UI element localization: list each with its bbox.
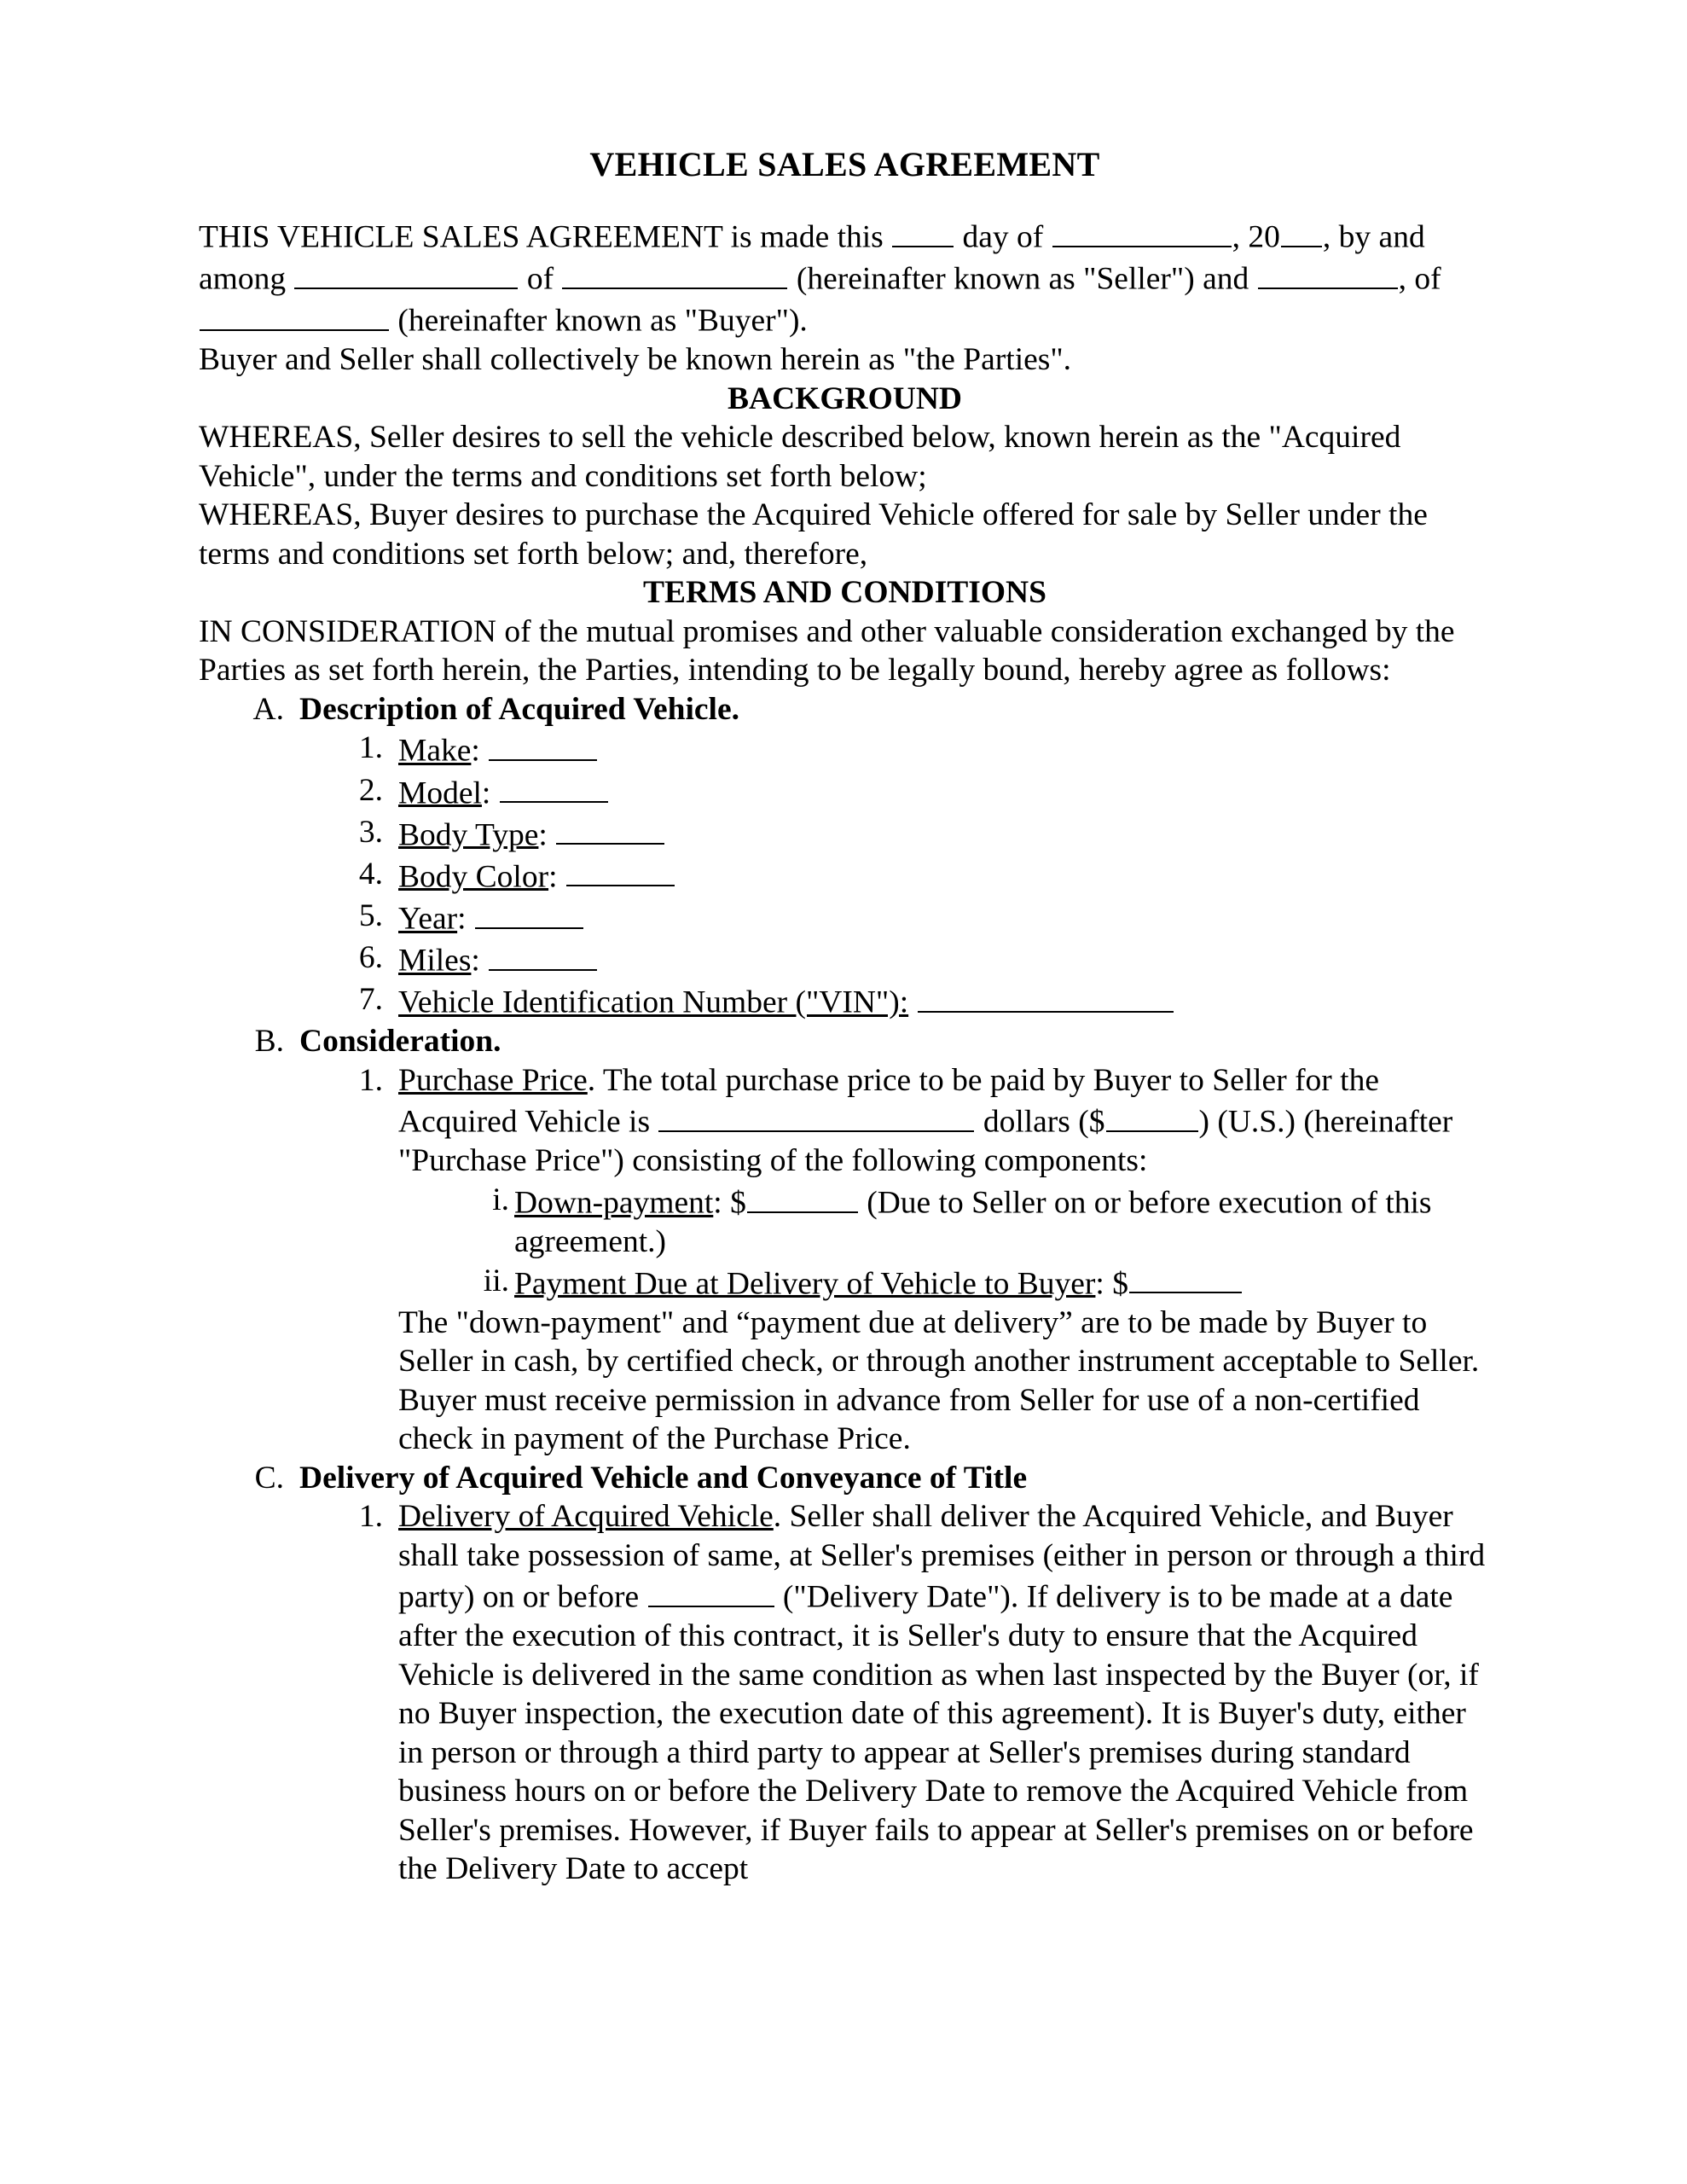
background-recital-2: WHEREAS, Buyer desires to purchase the Acquired Vehicle offered for sale by Seller under the terms and conditions set forth below; and, therefore, (199, 497, 1428, 572)
vin-blank[interactable] (918, 980, 1174, 1013)
make-blank[interactable] (489, 729, 597, 761)
vehicle-field-miles (347, 938, 1491, 980)
purchase-price-label: Purchase Price (398, 1062, 588, 1098)
field-sep: : (481, 775, 499, 811)
field-sep: : (538, 817, 556, 853)
field-label-year: Year (398, 901, 458, 937)
model-blank[interactable] (500, 771, 608, 804)
down-payment-amount-blank[interactable] (747, 1181, 858, 1213)
purchase-price-amount-blank[interactable] (1106, 1100, 1198, 1132)
section-list (199, 690, 1491, 1889)
down-payment-text-1: : $ (713, 1185, 746, 1221)
delivery-payment-amount-blank[interactable] (1129, 1262, 1242, 1294)
purchase-price-text-2: dollars ($ (975, 1104, 1105, 1140)
item-marker: 4. (358, 856, 383, 892)
intro-text-1: THIS VEHICLE SALES AGREEMENT is made this (199, 219, 892, 255)
day-blank[interactable] (892, 215, 954, 247)
field-label-model: Model (398, 775, 482, 811)
payment-method-paragraph: The "down-payment" and “payment due at delivery” are to be made by Buyer to Seller in cash, by certified check, or through another instrument acceptable to Seller. Buyer must receive permission in advance from Seller for use of a non-certified check in payment of the Purchase Price. (398, 1304, 1480, 1457)
purchase-price-words-blank[interactable] (658, 1100, 974, 1132)
section-b-marker: B. (254, 1024, 284, 1060)
field-label-body-type: Body Type (398, 817, 539, 853)
intro-text-5: of (519, 261, 562, 297)
background-recital-1: WHEREAS, Seller desires to sell the vehicle described below, known herein as the "Acquired Vehicle", under the terms and conditions set forth below; (199, 420, 1401, 494)
purchase-price-text-3: ) (U.S.) (hereinafter "Purchase Price") consisting of the following components: (398, 1104, 1453, 1179)
section-c (248, 1459, 1491, 1889)
section-a-title: Description of Acquired Vehicle. (299, 691, 739, 727)
vehicle-field-year (347, 897, 1491, 938)
item-marker: 3. (358, 814, 383, 850)
field-label-make: Make (398, 734, 472, 769)
vehicle-field-body-color (347, 855, 1491, 897)
consideration-list (299, 1061, 1491, 1459)
delivery-date-blank[interactable] (648, 1575, 774, 1607)
seller-name-blank[interactable] (294, 257, 518, 289)
intro-text-3: , 20 (1232, 219, 1280, 255)
field-label-miles: Miles (398, 943, 472, 979)
intro-text-4: , by and among (199, 219, 1425, 297)
month-blank[interactable] (1052, 215, 1232, 247)
delivery-payment-item (483, 1262, 1491, 1304)
purchase-price-text-1: . The total purchase price to be paid by Buyer to Seller for the Acquired Vehicle is (398, 1062, 1379, 1140)
consideration-lead-in: IN CONSIDERATION of the mutual promises and other valuable consideration exchanged by the Parties as set forth herein, the Parties, intending to be legally bound, hereby agree as follows: (199, 613, 1455, 688)
section-b-title: Consideration. (299, 1024, 501, 1060)
section-a (248, 690, 1491, 1022)
section-a-marker: A. (252, 691, 284, 727)
down-payment-text-2: (Due to Seller on or before execution of this agreement.) (514, 1185, 1432, 1259)
seller-address-blank[interactable] (562, 257, 787, 289)
item-marker: 1. (358, 730, 383, 766)
year-blank[interactable] (1281, 215, 1322, 247)
intro-paragraph (199, 215, 1491, 340)
section-c-title: Delivery of Acquired Vehicle and Conveyance of Title (299, 1460, 1028, 1496)
body-type-blank[interactable] (556, 813, 664, 845)
document-content (199, 143, 1491, 1889)
intro-text-6: (hereinafter known as "Seller") and (788, 261, 1257, 297)
field-sep (908, 985, 916, 1020)
delivery-text-1: . Seller shall deliver the Acquired Vehicle, and Buyer shall take possession of same, at Seller's premises (either in person or through a third party) on or before (398, 1499, 1486, 1615)
parties-definition: Buyer and Seller shall collectively be known herein as "the Parties". (199, 342, 1072, 378)
item-marker: 5. (358, 897, 383, 933)
item-marker: 7. (358, 982, 383, 1018)
vehicle-field-vin (347, 980, 1491, 1022)
field-sep: : (457, 901, 474, 937)
delivery-text-2: ("Delivery Date"). If delivery is to be made at a date after the execution of this contract, it is Seller's duty to ensure that the Acquired Vehicle is delivered in the same condition as when last inspected by the Buyer (or, if no Buyer inspection, the execution date of this agreement). It is Buyer's duty, either in person or through a third party to appear at Seller's premises during standard business hours on or before the Delivery Date to remove the Acquired Vehicle from Seller's premises. However, if Buyer fails to appear at Seller's premises on or before the Delivery Date to accept (398, 1579, 1479, 1887)
item-marker: 1. (358, 1062, 383, 1098)
background-heading: BACKGROUND (727, 380, 962, 416)
field-sep: : (471, 734, 489, 769)
vehicle-field-body-type (347, 813, 1491, 855)
vehicle-field-model (347, 771, 1491, 813)
purchase-price-item (347, 1061, 1491, 1459)
item-marker: 2. (358, 772, 383, 808)
intro-text-2: day of (954, 219, 1052, 255)
body-color-blank[interactable] (566, 855, 675, 887)
terms-heading: TERMS AND CONDITIONS (643, 575, 1046, 611)
delivery-list (299, 1497, 1491, 1889)
payment-components-list (398, 1181, 1491, 1304)
delivery-payment-text-1: : $ (1095, 1266, 1128, 1302)
year-field-blank[interactable] (475, 897, 583, 929)
section-c-marker: C. (254, 1460, 284, 1496)
vehicle-description-list (299, 729, 1491, 1022)
delivery-payment-label: Payment Due at Delivery of Vehicle to Buyer (514, 1266, 1096, 1302)
page-title: VEHICLE SALES AGREEMENT (589, 145, 1100, 183)
item-marker: 6. (358, 940, 383, 975)
section-b (248, 1022, 1491, 1458)
field-sep: : (548, 859, 565, 895)
miles-blank[interactable] (489, 938, 597, 971)
field-sep: : (471, 943, 489, 979)
buyer-address-blank[interactable] (200, 299, 389, 331)
down-payment-item (492, 1181, 1491, 1262)
field-label-body-color: Body Color (398, 859, 549, 895)
item-marker: 1. (358, 1499, 383, 1535)
delivery-label: Delivery of Acquired Vehicle (398, 1499, 774, 1535)
item-marker: i. (492, 1182, 509, 1217)
intro-text-7: , of (1398, 261, 1441, 297)
item-marker: ii. (483, 1263, 509, 1298)
down-payment-label: Down-payment (514, 1185, 714, 1221)
intro-text-8: (hereinafter known as "Buyer"). (390, 303, 808, 339)
vehicle-field-make (347, 729, 1491, 770)
field-label-vin: Vehicle Identification Number ("VIN"): (398, 985, 909, 1020)
buyer-name-blank[interactable] (1258, 257, 1398, 289)
delivery-of-vehicle-item (347, 1497, 1491, 1889)
